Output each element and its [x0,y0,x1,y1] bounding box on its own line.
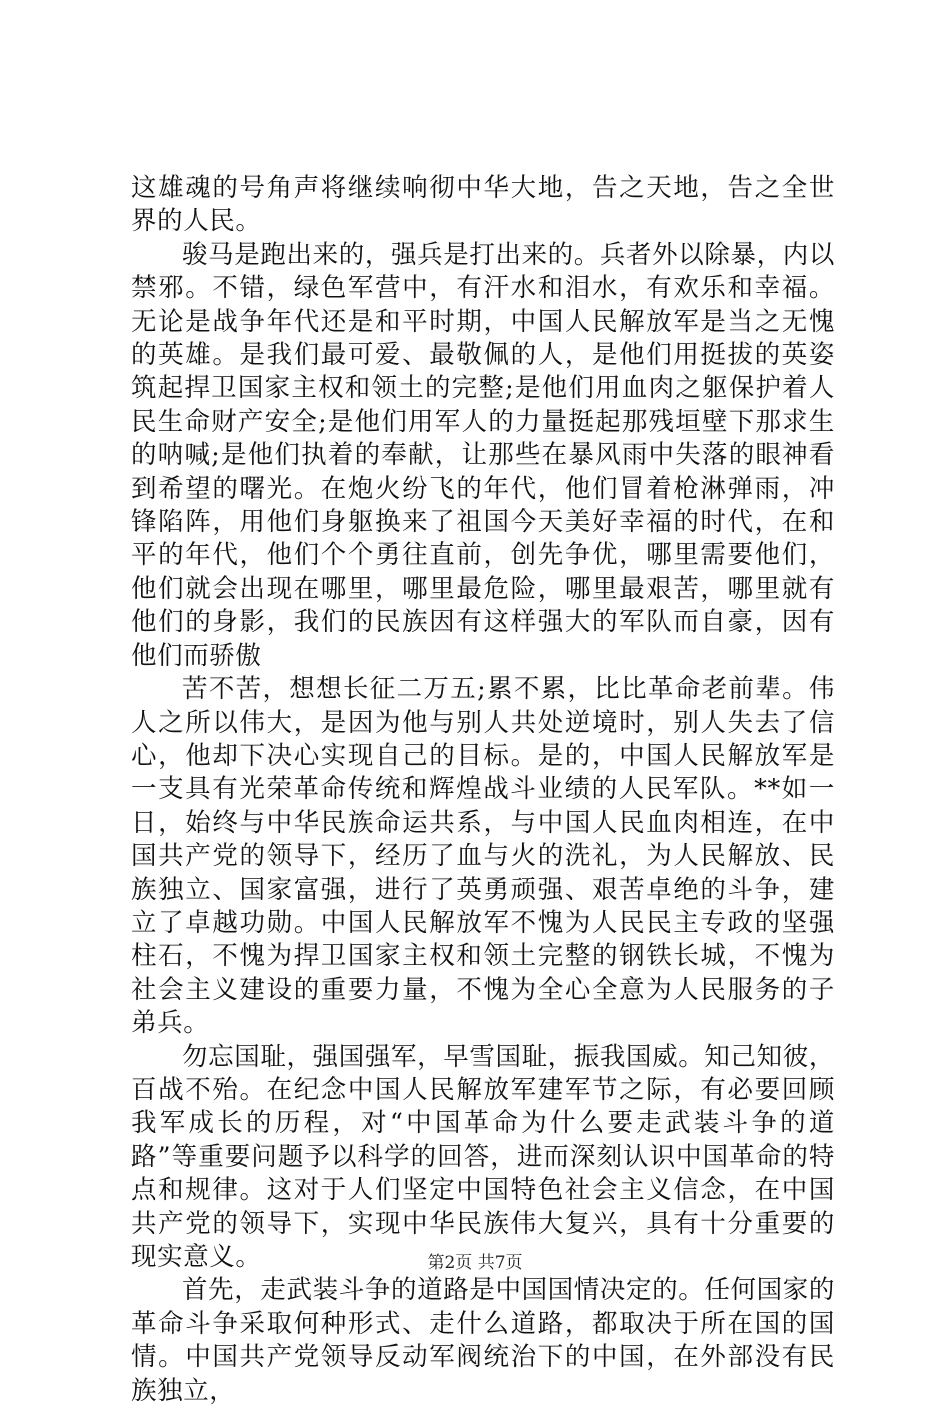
paragraph: 骏马是跑出来的，强兵是打出来的。兵者外以除暴，内以禁邪。不错，绿色军营中，有汗水和泪水，有欢乐和幸福。无论是战争年代还是和平时期，中国人民解放军是当之无愧的英雄。是我们最可爱、最敬佩的人，是他们用挺拔的英姿筑起捍卫国家主权和领土的完整;是他们用血肉之躯保护着人民生命财产安全;是他们用军人的力量挺起那残垣壁下那求生的呐喊;是他们执着的奉献，让那些在暴风雨中失落的眼神看到希望的曙光。在炮火纷飞的年代，他们冒着枪淋弹雨，冲锋陷阵，用他们身躯换来了祖国今天美好幸福的时代，在和平的年代，他们个个勇往直前，创先争优，哪里需要他们，他们就会出现在哪里，哪里最危险，哪里最艰苦，哪里就有他们的身影，我们的民族因有这样强大的军队而自豪，因有他们而骄傲 [131,239,835,671]
page-footer: 第2页 共7页 [427,1253,523,1273]
paragraph: 苦不苦，想想长征二万五;累不累，比比革命老前辈。伟人之所以伟大，是因为他与别人共处逆境时，别人失去了信心，他却下决心实现自己的目标。是的，中国人民解放军是一支具有光荣革命传统和辉煌战斗业绩的人民军队。**如一日，始终与中华民族命运共系，与中国人民血肉相连，在中国共产党的领导下，经历了血与火的洗礼，为人民解放、民族独立、国家富强，进行了英勇顽强、艰苦卓绝的斗争，建立了卓越功勋。中国人民解放军不愧为人民民主专政的坚强柱石，不愧为捍卫国家主权和领土完整的钢铁长城，不愧为社会主义建设的重要力量，不愧为全心全意为人民服务的子弟兵。 [131,674,835,1039]
paragraph: 这雄魂的号角声将继续响彻中华大地，告之天地，告之全世界的人民。 [131,173,835,237]
document-body [131,172,835,1408]
paragraph: 首先，走武装斗争的道路是中国国情决定的。任何国家的革命斗争采取何种形式、走什么道路，都取决于所在国的国情。中国共产党领导反动军阀统治下的中国，在外部没有民族独立， [131,1275,835,1406]
paragraph: 勿忘国耻，强国强军，早雪国耻，振我国威。知己知彼，百战不殆。在纪念中国人民解放军建军节之际，有必要回顾我军成长的历程，对“中国革命为什么要走武装斗争的道路”等重要问题予以科学的回答，进而深刻认识中国革命的特点和规律。这对于人们坚定中国特色社会主义信念，在中国共产党的领导下，实现中华民族伟大复兴，具有十分重要的现实意义。 [131,1041,835,1272]
